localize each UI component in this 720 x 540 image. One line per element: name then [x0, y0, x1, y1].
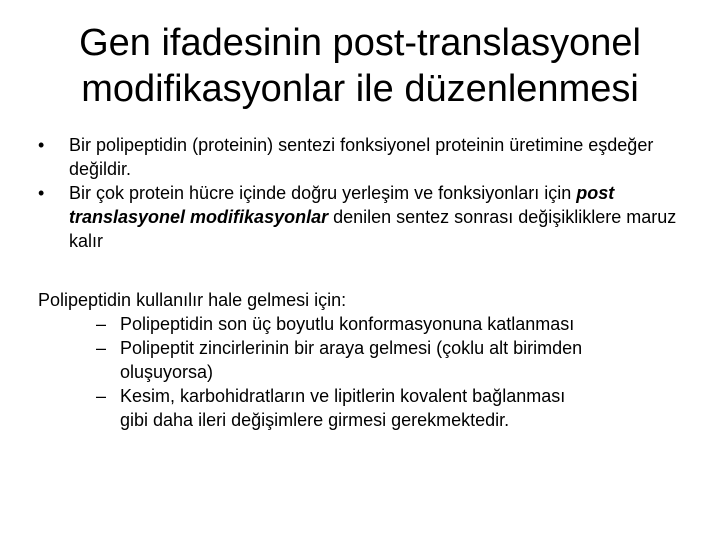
- bullet-item: [38, 133, 698, 181]
- sub-list-item: [96, 336, 596, 384]
- bullet-list: [38, 133, 698, 253]
- sub-item-text: Polipeptidin son üç boyutlu konformasyonuna katlanması: [120, 314, 575, 334]
- dash-marker: –: [96, 314, 107, 334]
- section-heading: Polipeptidin kullanılır hale gelmesi için:: [38, 290, 347, 310]
- sub-item-text: Polipeptit zincirlerinin bir araya gelmesi (çoklu alt birimden oluşuyorsa): [120, 338, 583, 382]
- sub-list-item: [96, 384, 596, 432]
- bullet-text-after: denilen sentez sonrası değişikliklere maruz kalır: [69, 207, 677, 251]
- dash-marker: –: [96, 386, 107, 406]
- slide-title: [0, 20, 720, 112]
- title-line-2: modifikasyonlar ile düzenlenmesi: [81, 68, 639, 110]
- bullet-marker: •: [38, 135, 45, 155]
- bullet-text-before: Bir çok protein hücre içinde doğru yerleşim ve fonksiyonları için: [69, 183, 577, 203]
- bullet-item: [38, 181, 698, 253]
- title-line-1: Gen ifadesinin post-translasyonel: [79, 22, 641, 64]
- requirements-section: [38, 288, 698, 432]
- dash-marker: –: [96, 338, 107, 358]
- sub-item-text: Kesim, karbohidratların ve lipitlerin kovalent bağlanması gibi daha ileri değişimlere girmesi gerekmektedir.: [120, 386, 566, 430]
- bullet-marker: •: [38, 183, 45, 203]
- sub-list: [96, 312, 596, 432]
- sub-list-item: [96, 312, 596, 336]
- bullet-text: Bir polipeptidin (proteinin) sentezi fonksiyonel proteinin üretimine eşdeğer değildir.: [69, 135, 654, 179]
- bullet-emphasis: post translasyonel modifikasyonlar: [69, 183, 615, 227]
